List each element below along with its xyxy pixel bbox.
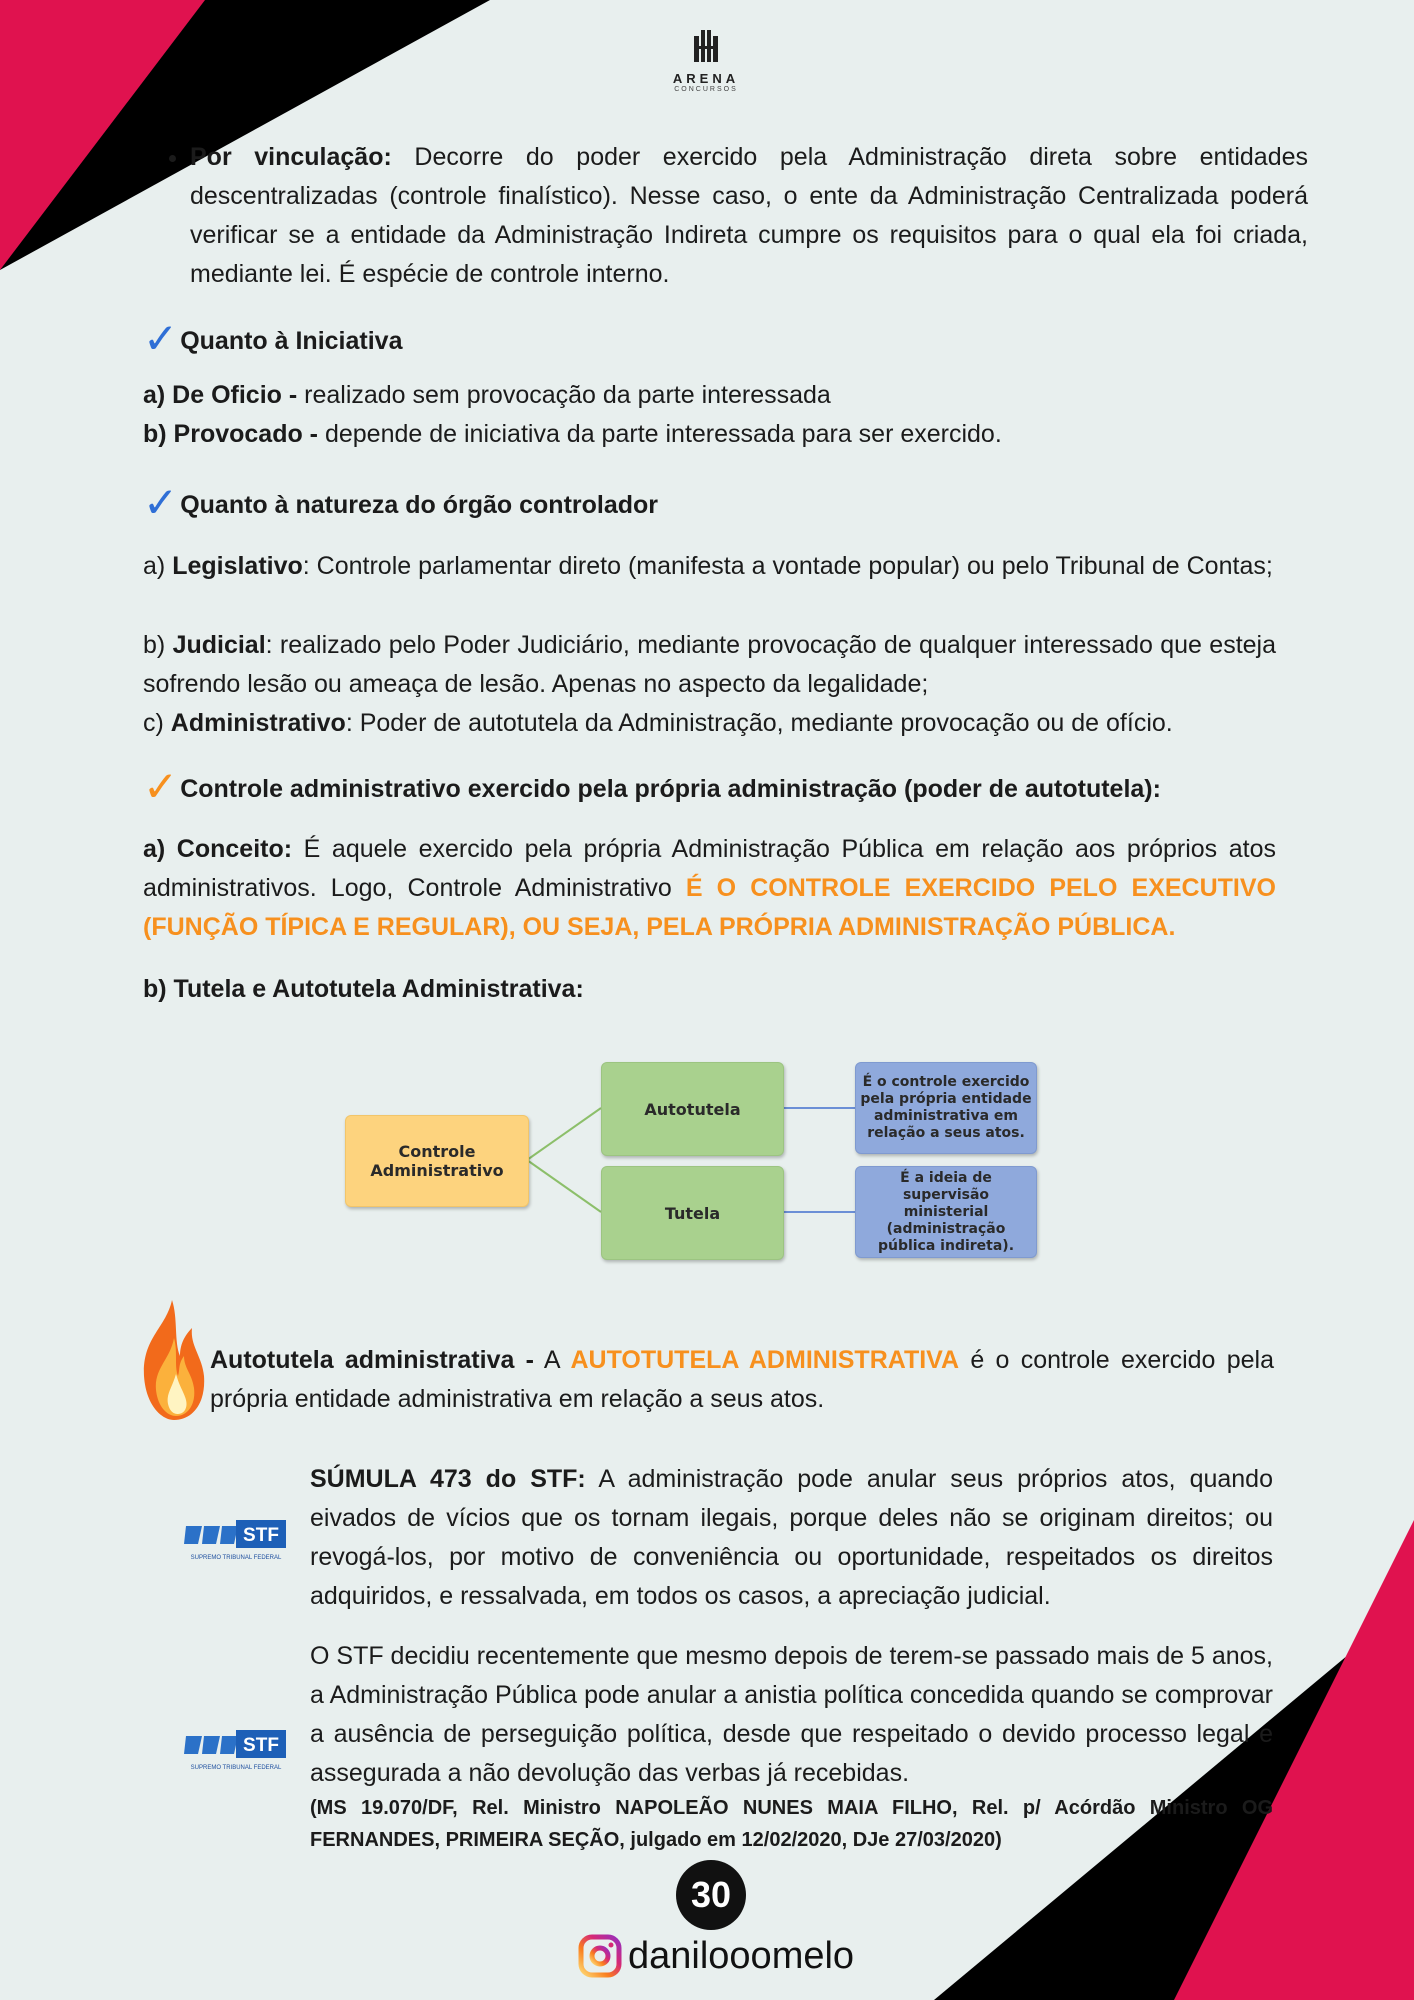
sumula-text: A administração pode anular seus próprios atos, quando eivados de vícios que os tornam ilegais, porque deles não se originam direitos; ou revogá-los, por motivo de conveniência ou oportunidade, respeitados os direitos adquiridos, e ressalvada, em todos os casos, a apreciação judicial. xyxy=(310,1465,1273,1610)
checkmark-icon: ✓ xyxy=(143,479,179,526)
controle-adm-title: Controle administrativo exercido pela própria administração (poder de autotutela): xyxy=(180,775,1161,803)
checkmark-icon: ✓ xyxy=(143,315,179,362)
checkmark-icon: ✓ xyxy=(143,763,179,810)
autotutela-highlight: AUTOTUTELA ADMINISTRATIVA xyxy=(570,1346,960,1374)
brand-name: ARENA xyxy=(672,71,740,86)
sumula-paragraph xyxy=(310,1460,1273,1616)
natureza-b-prefix: b) xyxy=(143,631,173,659)
natureza-a-label: Legislativo xyxy=(172,552,303,580)
vinculacao-label: Por vinculação: xyxy=(190,143,392,171)
iniciativa-a-text: realizado sem provocação da parte interessada xyxy=(297,381,831,409)
natureza-c-text: : Poder de autotutela da Administração, mediante provocação ou de ofício. xyxy=(345,709,1173,737)
stf-logo xyxy=(184,1726,288,1774)
diagram-autotutela-node: Autotutela xyxy=(601,1062,784,1156)
natureza-b-text: : realizado pelo Poder Judiciário, mediante provocação de qualquer interessado que esteja sofrendo lesão ou ameaça de lesão. Apenas no aspecto da legalidade; xyxy=(143,631,1276,698)
decisao-paragraph: O STF decidiu recentemente que mesmo depois de terem-se passado mais de 5 anos, a Administração Pública pode anular a anistia política concedida quando se comprovar a ausência de perseguição política, desde que respeitado o devido processo legal e assegurada a não devolução das verbas já recebidas. xyxy=(310,1642,1274,1787)
tutela-heading: b) Tutela e Autotutela Administrativa: xyxy=(143,975,584,1003)
diagram-root-node: Controle Administrativo xyxy=(345,1115,529,1207)
natureza-title: Quanto à natureza do órgão controlador xyxy=(180,491,659,519)
page-number: 30 xyxy=(676,1860,746,1930)
stf-logo-caption: SUPREMO TRIBUNAL FEDERAL xyxy=(190,1765,282,1771)
conceito-highlight: É O CONTROLE EXERCIDO PELO EXECUTIVO (FUNÇÃO TÍPICA E REGULAR), OU SEJA, PELA PRÓPRIA ADMINISTRAÇÃO PÚBLICA. xyxy=(143,874,1276,941)
instagram-handle[interactable] xyxy=(578,1932,854,1980)
natureza-a-prefix: a) xyxy=(143,552,173,580)
autotutela-label: Autotutela administrativa - xyxy=(210,1346,534,1374)
stf-logo-text: STF xyxy=(243,1735,279,1756)
diagram-tutela-node: Tutela xyxy=(601,1166,784,1260)
natureza-a-text: : Controle parlamentar direto (manifesta a vontade popular) ou pelo Tribunal de Contas; xyxy=(302,552,1273,580)
diagram-autotutela-desc: É o controle exercido pela própria entidade administrativa em relação a seus atos. xyxy=(855,1062,1037,1154)
natureza-c-label: Administrativo xyxy=(170,709,346,737)
sumula-label: SÚMULA 473 do STF: xyxy=(310,1465,586,1493)
stf-logo-icon xyxy=(184,1726,288,1764)
conceito-label: a) Conceito: xyxy=(143,835,293,863)
autotutela-text-a: A xyxy=(534,1346,571,1374)
instagram-handle-text: danilooomelo xyxy=(628,1934,855,1977)
iniciativa-b-label: b) Provocado - xyxy=(143,420,319,448)
autotutela-paragraph xyxy=(210,1341,1274,1419)
iniciativa-title: Quanto à Iniciativa xyxy=(180,327,403,355)
natureza-b-label: Judicial xyxy=(172,631,266,659)
instagram-icon xyxy=(578,1934,622,1978)
iniciativa-a-label: a) De Oficio - xyxy=(143,381,298,409)
vinculacao-text: Decorre do poder exercido pela Administração direta sobre entidades descentralizadas (controle finalístico). Nesse caso, o ente da Administração Centralizada poderá verificar se a entidade da Administração Indireta cumpre os requisitos para o qual ela foi criada, mediante lei. É espécie de controle interno. xyxy=(190,143,1309,288)
brand-sub: CONCURSOS xyxy=(674,86,738,93)
stf-logo-icon xyxy=(184,1516,288,1554)
conceito-text: É aquele exercido pela própria Administração Pública em relação aos próprios atos administrativos. Logo, Controle Administrativo xyxy=(143,835,1277,902)
stf-logo xyxy=(184,1516,288,1564)
fire-icon xyxy=(136,1298,208,1424)
stf-logo-text: STF xyxy=(243,1525,279,1546)
diagram-tutela-desc: É a ideia de supervisão ministerial (administração pública indireta). xyxy=(855,1166,1037,1258)
stf-logo-caption: SUPREMO TRIBUNAL FEDERAL xyxy=(190,1555,282,1561)
decisao-citation: (MS 19.070/DF, Rel. Ministro NAPOLEÃO NUNES MAIA FILHO, Rel. p/ Acórdão Ministro OG FERNANDES, PRIMEIRA SEÇÃO, julgado em 12/02/2020, DJe 27/03/2020) xyxy=(310,1797,1273,1851)
autotutela-text-b: é o controle exercido pela própria entidade administrativa em relação a seus atos. xyxy=(210,1346,1274,1413)
iniciativa-b-text: depende de iniciativa da parte interessada para ser exercido. xyxy=(318,420,1002,448)
natureza-c-prefix: c) xyxy=(143,709,171,737)
